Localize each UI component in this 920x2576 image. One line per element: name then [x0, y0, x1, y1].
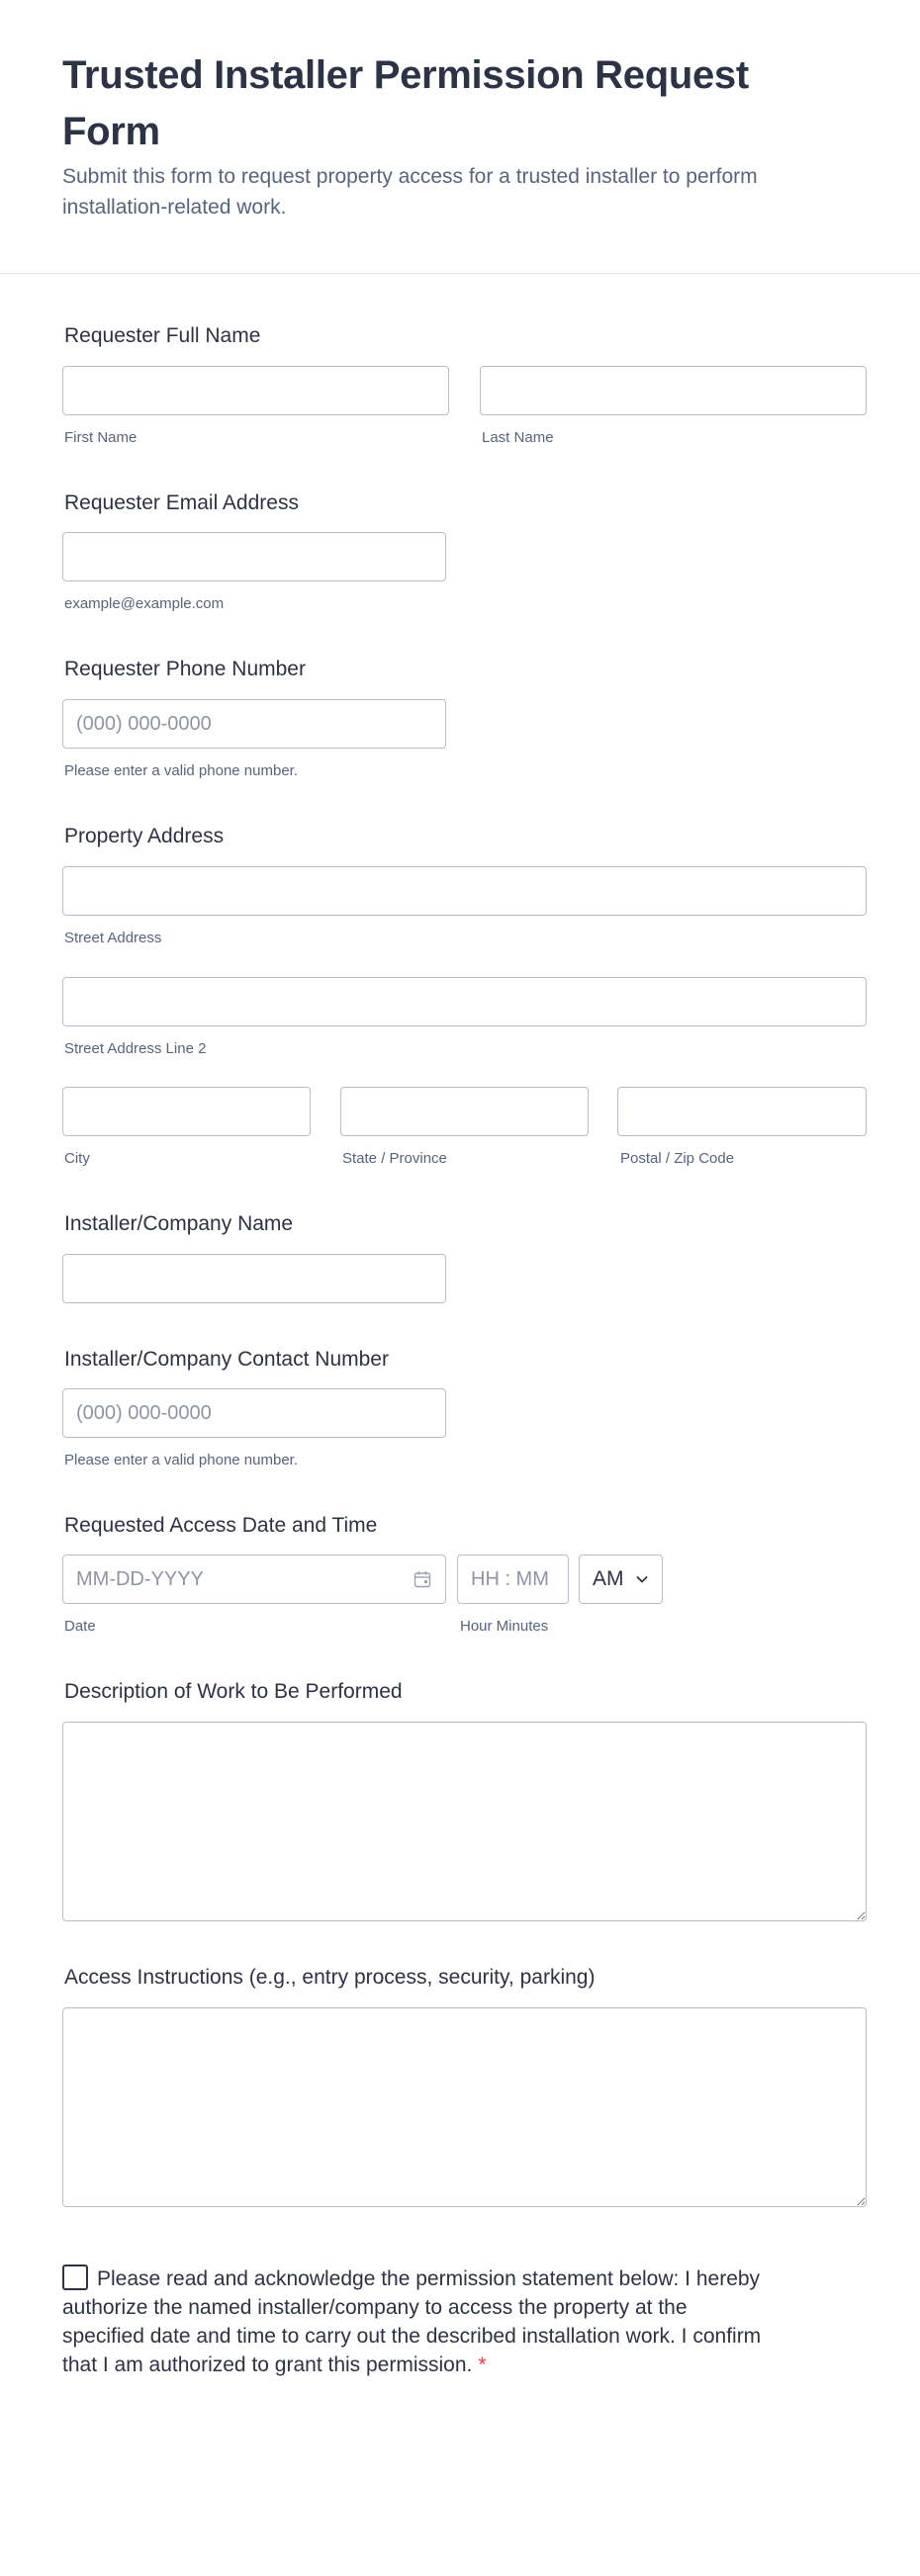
- access-instructions-label: Access Instructions (e.g., entry process, security, parking): [64, 1966, 596, 1989]
- acknowledgement: [62, 2265, 775, 2379]
- description-label: Description of Work to Be Performed: [64, 1680, 403, 1703]
- time-sublabel: Hour Minutes: [460, 1618, 549, 1635]
- street-address-line2-sublabel: Street Address Line 2: [64, 1040, 207, 1057]
- requester-phone-sublabel: Please enter a valid phone number.: [64, 762, 298, 779]
- street-address-sublabel: Street Address: [64, 930, 162, 946]
- chevron-down-icon: [634, 1571, 650, 1587]
- requester-phone-input[interactable]: [62, 699, 446, 749]
- first-name-input[interactable]: [62, 366, 449, 415]
- time-input[interactable]: [457, 1554, 569, 1604]
- city-input[interactable]: [62, 1087, 311, 1136]
- access-instructions-textarea[interactable]: [62, 2007, 867, 2207]
- installer-phone-sublabel: Please enter a valid phone number.: [64, 1452, 298, 1468]
- requester-name-label: Requester Full Name: [64, 324, 261, 347]
- ampm-value: AM: [593, 1567, 624, 1590]
- description-textarea[interactable]: [62, 1722, 867, 1921]
- last-name-input[interactable]: [480, 366, 867, 415]
- acknowledgement-text: Please read and acknowledge the permission statement below: I hereby authorize the named installer/company to access the property at the specified date and time to carry out the described installation work. I confirm that I am authorized to grant this permission.: [62, 2267, 762, 2376]
- date-input[interactable]: [62, 1554, 446, 1604]
- ampm-select[interactable]: [579, 1554, 663, 1604]
- requester-phone-label: Requester Phone Number: [64, 658, 306, 680]
- requester-email-label: Requester Email Address: [64, 491, 299, 514]
- email-sublabel: example@example.com: [64, 595, 225, 612]
- postal-code-sublabel: Postal / Zip Code: [620, 1150, 735, 1167]
- installer-name-label: Installer/Company Name: [64, 1212, 294, 1235]
- city-sublabel: City: [64, 1150, 90, 1167]
- property-address-label: Property Address: [64, 825, 225, 847]
- installer-name-input[interactable]: [62, 1254, 446, 1303]
- acknowledge-checkbox[interactable]: [62, 2265, 88, 2290]
- access-datetime-label: Requested Access Date and Time: [64, 1514, 378, 1537]
- installer-phone-label: Installer/Company Contact Number: [64, 1348, 389, 1371]
- first-name-sublabel: First Name: [64, 429, 138, 446]
- state-sublabel: State / Province: [342, 1150, 447, 1167]
- installer-phone-input[interactable]: [62, 1388, 446, 1438]
- form-subtitle: Submit this form to request property access for a trusted installer to perform installation-related work.: [62, 165, 758, 219]
- state-input[interactable]: [340, 1087, 589, 1136]
- form-title: Trusted Installer Permission Request Form: [62, 53, 749, 153]
- required-asterisk: *: [478, 2354, 487, 2376]
- last-name-sublabel: Last Name: [482, 429, 554, 446]
- form-header: [0, 0, 920, 274]
- street-address-line2-input[interactable]: [62, 977, 867, 1026]
- street-address-input[interactable]: [62, 866, 867, 916]
- calendar-icon[interactable]: [414, 1570, 431, 1588]
- date-sublabel: Date: [64, 1618, 96, 1635]
- email-input[interactable]: [62, 532, 446, 581]
- postal-code-input[interactable]: [617, 1087, 867, 1136]
